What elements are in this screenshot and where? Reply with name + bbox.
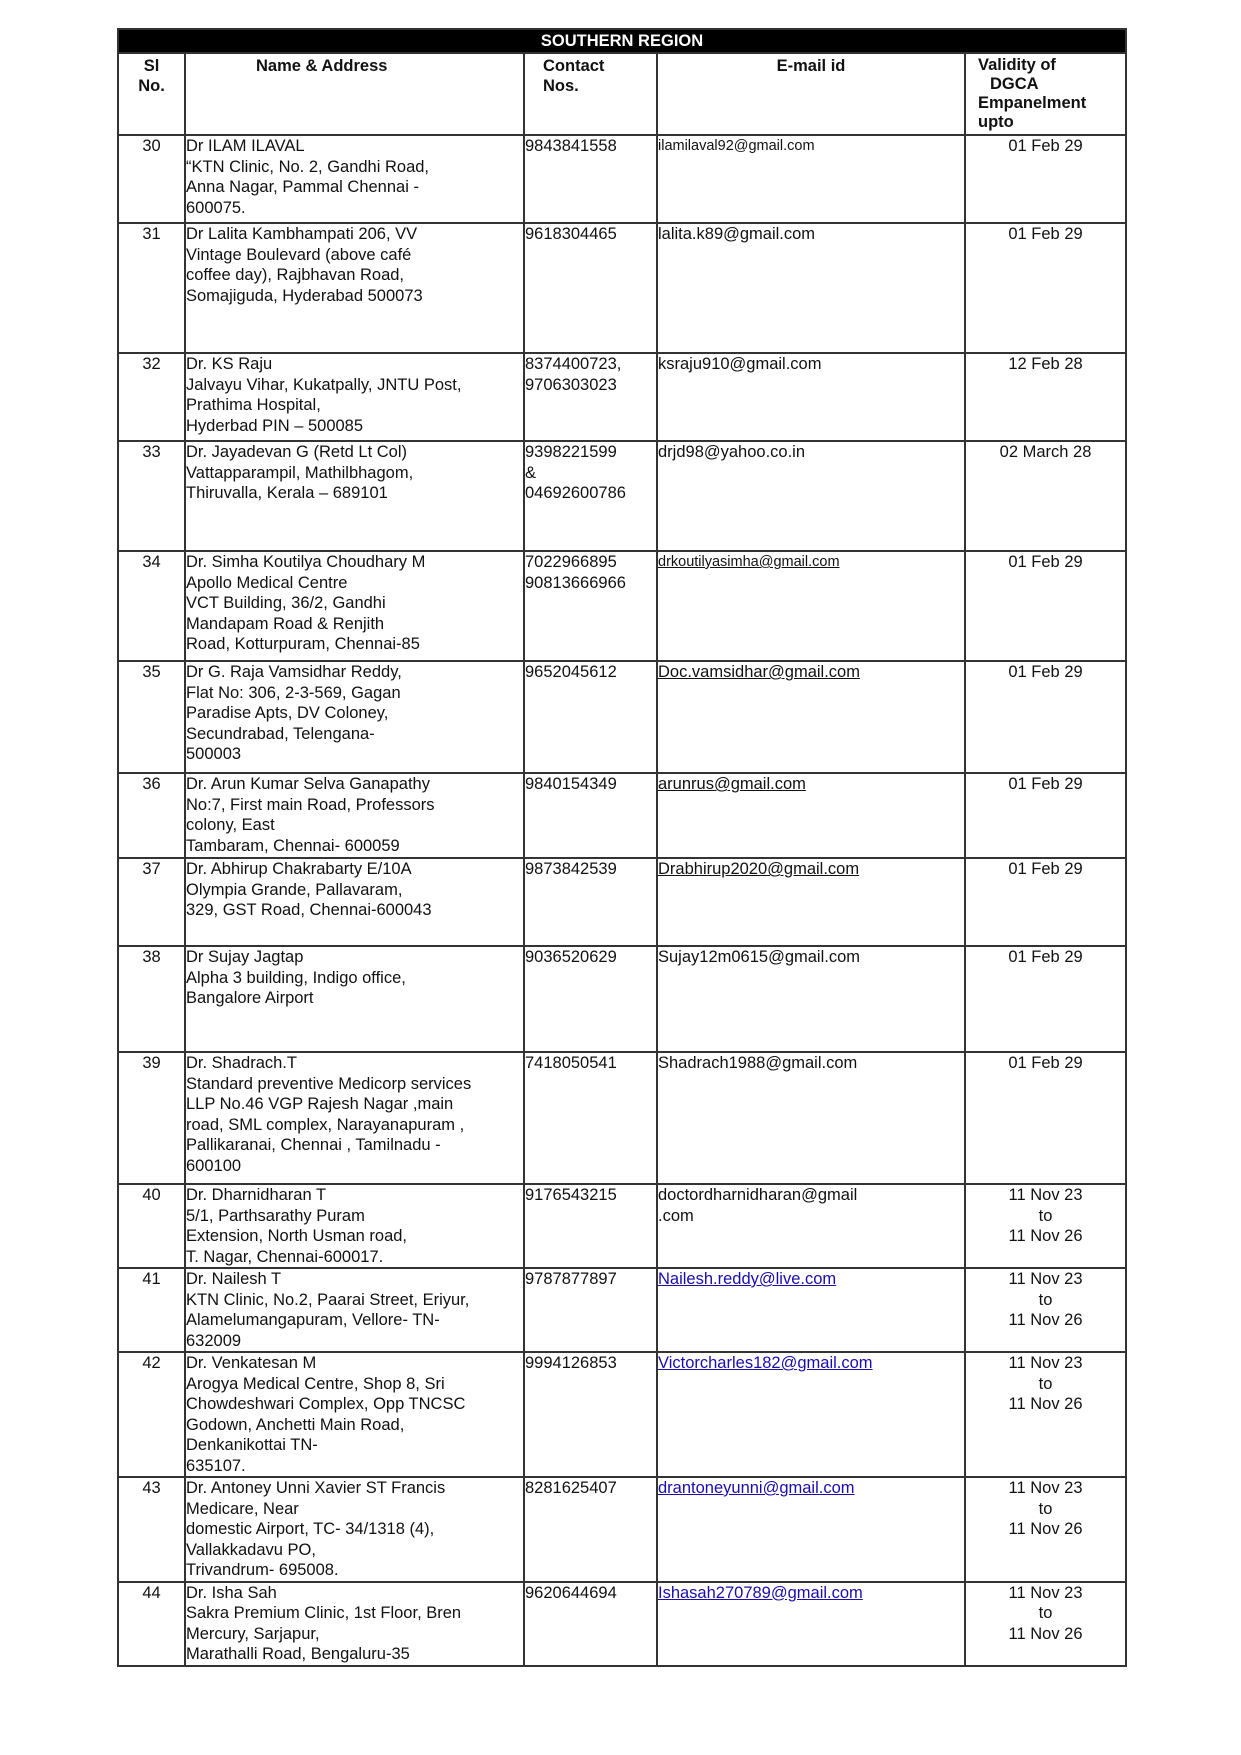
email-cell[interactable] [657, 1268, 965, 1352]
email-cell[interactable] [657, 661, 965, 773]
contact-cell [524, 661, 657, 773]
email-cell[interactable] [657, 773, 965, 858]
serial-number: 41 [118, 1268, 185, 1352]
name-address-line: domestic Airport, TC- 34/1318 (4), [186, 1520, 435, 1538]
validity-line: 02 March 28 [999, 443, 1092, 461]
email-cell [657, 353, 965, 441]
table-row [118, 135, 1126, 223]
name-address-line: Dr. Dharnidharan T [186, 1186, 327, 1204]
table-row [118, 441, 1126, 551]
serial-number: 33 [118, 441, 185, 551]
name-address-line: No:7, First main Road, Professors [186, 795, 435, 814]
name-address-line: Dr. Arun Kumar Selva Ganapathy [186, 775, 430, 793]
table-row [118, 858, 1126, 946]
email-link: lalita.k89@gmail.com [658, 225, 816, 243]
contact-number: 9652045612 [525, 663, 617, 681]
name-address-cell [185, 661, 524, 773]
validity-cell [965, 1268, 1126, 1352]
name-address-line: 635107. [186, 1456, 246, 1475]
validity-cell [965, 661, 1126, 773]
contact-number: 9994126853 [525, 1354, 617, 1372]
name-address-cell [185, 946, 524, 1052]
table-row [118, 1582, 1126, 1666]
email-line: .com [658, 1206, 694, 1225]
validity-line: 11 Nov 26 [1008, 1624, 1083, 1643]
table-row [118, 946, 1126, 1052]
table-row [118, 661, 1126, 773]
validity-line: 11 Nov 23 [1008, 1186, 1083, 1204]
email-link: ksraju910@gmail.com [658, 355, 822, 373]
name-address-line: Alpha 3 building, Indigo office, [186, 968, 406, 987]
name-address-cell [185, 441, 524, 551]
name-address-line: Prathima Hospital, [186, 396, 321, 414]
name-address-line: Pallikaranai, Chennai , Tamilnadu - [186, 1136, 441, 1154]
name-address-cell [185, 773, 524, 858]
table-row [118, 1268, 1126, 1352]
table-row [118, 773, 1126, 858]
contact-number: 04692600786 [525, 484, 626, 502]
validity-line: to [1038, 1499, 1053, 1518]
validity-line: 01 Feb 29 [1008, 553, 1083, 571]
name-address-line: Arogya Medical Centre, Shop 8, Sri [186, 1374, 445, 1393]
name-address-line: Vallakkadavu PO, [186, 1540, 316, 1559]
name-address-line: Godown, Anchetti Main Road, [186, 1415, 405, 1434]
email-link: Sujay12m0615@gmail.com [658, 948, 861, 966]
email-cell [657, 946, 965, 1052]
name-address-cell [185, 223, 524, 353]
contact-number: 9176543215 [525, 1186, 617, 1204]
name-address-line: Dr ILAM ILAVAL [186, 137, 305, 155]
name-address-line: Secundrabad, Telengana- [186, 724, 375, 743]
name-address-line: Dr. Antoney Unni Xavier ST Francis [186, 1479, 446, 1497]
serial-number: 37 [118, 858, 185, 946]
email-link[interactable]: arunrus@gmail.com [658, 775, 806, 793]
validity-cell [965, 1582, 1126, 1666]
validity-line: 01 Feb 29 [1008, 948, 1083, 966]
name-address-line: Dr. Isha Sah [186, 1583, 277, 1602]
name-address-line: Marathalli Road, Bengaluru-35 [186, 1645, 410, 1663]
serial-number: 31 [118, 223, 185, 353]
table-body [118, 135, 1126, 1666]
name-address-cell [185, 551, 524, 661]
contact-number: 9843841558 [525, 137, 617, 155]
contact-number: 9618304465 [525, 225, 617, 243]
contact-number: 8281625407 [525, 1479, 617, 1497]
table-row [118, 1352, 1126, 1477]
name-address-cell [185, 1184, 524, 1268]
name-address-line: Somajiguda, Hyderabad 500073 [186, 286, 423, 305]
validity-line: 11 Nov 26 [1008, 1227, 1083, 1245]
name-address-line: Hyderbad PIN – 500085 [186, 416, 364, 435]
validity-line: 01 Feb 29 [1008, 1054, 1083, 1072]
name-address-line: Olympia Grande, Pallavaram, [186, 880, 403, 899]
name-address-line: Sakra Premium Clinic, 1st Floor, Bren [186, 1604, 462, 1622]
name-address-line: 600075. [186, 198, 246, 217]
header-row [118, 53, 1126, 135]
validity-line: 01 Feb 29 [1008, 137, 1083, 155]
validity-line: 11 Nov 26 [1008, 1520, 1083, 1538]
empanelment-table [117, 28, 1127, 1667]
name-address-line: VCT Building, 36/2, Gandhi [186, 594, 386, 612]
contact-number: 9398221599 [525, 443, 617, 461]
validity-line: 01 Feb 29 [1008, 775, 1083, 793]
validity-line: 11 Nov 23 [1008, 1479, 1083, 1497]
serial-number: 32 [118, 353, 185, 441]
contact-number: 8374400723, [525, 355, 622, 373]
name-address-line: Denkanikottai TN- [186, 1436, 318, 1454]
contact-number: 9706303023 [525, 375, 617, 394]
name-address-line: Dr. Shadrach.T [186, 1054, 297, 1072]
name-address-line: LLP No.46 VGP Rajesh Nagar ,main [186, 1095, 454, 1113]
name-address-line: Alamelumangapuram, Vellore- TN- [186, 1311, 440, 1329]
email-link: ilamilaval92@gmail.com [658, 138, 815, 154]
name-address-line: 500003 [186, 745, 242, 763]
name-address-line: Dr Sujay Jagtap [186, 948, 304, 966]
name-address-line: Dr. Venkatesan M [186, 1354, 317, 1372]
name-address-line: Tambaram, Chennai- 600059 [186, 836, 400, 855]
validity-cell [965, 223, 1126, 353]
table-row [118, 223, 1126, 353]
name-address-line: Paradise Apts, DV Coloney, [186, 704, 389, 722]
name-address-line: KTN Clinic, No.2, Paarai Street, Eriyur, [186, 1290, 470, 1309]
email-link[interactable]: Doc.vamsidhar@gmail.com [658, 663, 860, 681]
contact-cell [524, 1352, 657, 1477]
name-address-line: Jalvayu Vihar, Kukatpally, JNTU Post, [186, 375, 462, 394]
name-address-cell [185, 1268, 524, 1352]
col-validity: Validity of DGCA Empanelment upto [965, 53, 1126, 135]
validity-line: 01 Feb 29 [1008, 663, 1083, 681]
name-address-line: Trivandrum- 695008. [186, 1561, 339, 1579]
validity-line: to [1038, 1604, 1053, 1622]
table-row [118, 1184, 1126, 1268]
table-row [118, 1477, 1126, 1582]
validity-line: to [1038, 1374, 1053, 1393]
contact-cell [524, 1268, 657, 1352]
col-email: E-mail id [657, 53, 965, 135]
name-address-cell [185, 1352, 524, 1477]
email-cell[interactable] [657, 1582, 965, 1666]
name-address-line: coffee day), Rajbhavan Road, [186, 266, 405, 284]
validity-cell [965, 135, 1126, 223]
name-address-line: Bangalore Airport [186, 989, 314, 1007]
contact-cell [524, 223, 657, 353]
email-cell[interactable] [657, 551, 965, 661]
name-address-cell [185, 1582, 524, 1666]
email-cell [657, 441, 965, 551]
email-link[interactable]: Victorcharles182@gmail.com [658, 1354, 873, 1372]
validity-cell [965, 773, 1126, 858]
validity-line: 11 Nov 23 [1008, 1270, 1083, 1288]
serial-number: 40 [118, 1184, 185, 1268]
validity-line: to [1038, 1290, 1053, 1309]
name-address-line: Chowdeshwari Complex, Opp TNCSC [186, 1395, 466, 1413]
name-address-cell [185, 1477, 524, 1582]
contact-number: 9036520629 [525, 948, 617, 966]
email-link: Shadrach1988@gmail.com [658, 1054, 858, 1072]
validity-line: 01 Feb 29 [1008, 860, 1083, 878]
name-address-line: Dr. Abhirup Chakrabarty E/10A [186, 860, 412, 878]
name-address-line: Road, Kotturpuram, Chennai-85 [186, 635, 420, 653]
name-address-line: 5/1, Parthsarathy Puram [186, 1206, 365, 1225]
name-address-line: Flat No: 306, 2-3-569, Gagan [186, 683, 401, 702]
table-row [118, 353, 1126, 441]
validity-cell [965, 353, 1126, 441]
contact-cell [524, 858, 657, 946]
validity-cell [965, 441, 1126, 551]
contact-number: 9840154349 [525, 775, 617, 793]
validity-line: 11 Nov 23 [1008, 1583, 1083, 1602]
serial-number: 39 [118, 1052, 185, 1184]
name-address-line: Dr. Nailesh T [186, 1270, 282, 1288]
email-link: drjd98@yahoo.co.in [658, 443, 806, 461]
email-link[interactable]: drkoutilyasimha@gmail.com [658, 554, 840, 570]
contact-cell [524, 135, 657, 223]
email-link[interactable]: Nailesh.reddy@live.com [658, 1270, 837, 1288]
name-address-cell [185, 135, 524, 223]
contact-cell [524, 773, 657, 858]
name-address-cell [185, 1052, 524, 1184]
validity-cell [965, 1477, 1126, 1582]
name-address-line: colony, East [186, 816, 275, 834]
name-address-line: 329, GST Road, Chennai-600043 [186, 901, 432, 919]
email-cell[interactable] [657, 858, 965, 946]
name-address-line: 632009 [186, 1331, 242, 1350]
validity-line: 12 Feb 28 [1008, 355, 1083, 373]
contact-cell [524, 1052, 657, 1184]
validity-cell [965, 551, 1126, 661]
contact-number: 90813666966 [525, 573, 626, 592]
contact-number: & [525, 463, 537, 482]
contact-cell [524, 1184, 657, 1268]
serial-number: 34 [118, 551, 185, 661]
table-row [118, 551, 1126, 661]
email-cell[interactable] [657, 1352, 965, 1477]
email-line: doctordharnidharan@gmail [658, 1186, 858, 1204]
serial-number: 36 [118, 773, 185, 858]
name-address-line: Thiruvalla, Kerala – 689101 [186, 484, 388, 502]
validity-line: 11 Nov 26 [1008, 1395, 1083, 1413]
name-address-line: Standard preventive Medicorp services [186, 1074, 472, 1093]
contact-number: 7418050541 [525, 1054, 617, 1072]
contact-number: 9620644694 [525, 1583, 617, 1602]
validity-line: 11 Nov 23 [1008, 1354, 1083, 1372]
name-address-line: Vintage Boulevard (above café [186, 245, 412, 264]
email-link[interactable]: Drabhirup2020@gmail.com [658, 860, 860, 878]
validity-line: to [1038, 1206, 1053, 1225]
contact-cell [524, 1477, 657, 1582]
name-address-line: Dr G. Raja Vamsidhar Reddy, [186, 663, 402, 681]
name-address-line: Mercury, Sarjapur, [186, 1624, 320, 1643]
validity-line: 01 Feb 29 [1008, 225, 1083, 243]
validity-cell [965, 858, 1126, 946]
contact-cell [524, 1582, 657, 1666]
serial-number: 35 [118, 661, 185, 773]
name-address-line: Extension, North Usman road, [186, 1227, 408, 1245]
serial-number: 30 [118, 135, 185, 223]
col-sl-no: Sl No. [118, 53, 185, 135]
contact-cell [524, 946, 657, 1052]
validity-cell [965, 1352, 1126, 1477]
contact-cell [524, 353, 657, 441]
email-link[interactable]: Ishasah270789@gmail.com [658, 1583, 863, 1602]
serial-number: 42 [118, 1352, 185, 1477]
serial-number: 44 [118, 1582, 185, 1666]
name-address-cell [185, 353, 524, 441]
name-address-line: 600100 [186, 1156, 242, 1175]
email-cell [657, 1052, 965, 1184]
contact-cell [524, 551, 657, 661]
email-cell [657, 223, 965, 353]
name-address-line: “KTN Clinic, No. 2, Gandhi Road, [186, 157, 430, 176]
name-address-line: road, SML complex, Narayanapuram , [186, 1115, 465, 1134]
name-address-line: Mandapam Road & Renjith [186, 614, 385, 633]
contact-cell [524, 441, 657, 551]
email-cell [657, 1184, 965, 1268]
col-contact: Contact Nos. [524, 53, 657, 135]
contact-number: 9873842539 [525, 860, 617, 878]
name-address-line: Dr. KS Raju [186, 355, 273, 373]
name-address-line: T. Nagar, Chennai-600017. [186, 1247, 384, 1266]
name-address-line: Dr Lalita Kambhampati 206, VV [186, 225, 418, 243]
name-address-cell [185, 858, 524, 946]
validity-cell [965, 1052, 1126, 1184]
name-address-line: Dr. Simha Koutilya Choudhary M [186, 553, 426, 571]
table-row [118, 1052, 1126, 1184]
name-address-line: Medicare, Near [186, 1499, 299, 1518]
region-title: SOUTHERN REGION [118, 29, 1126, 53]
email-link[interactable]: drantoneyunni@gmail.com [658, 1479, 855, 1497]
validity-cell [965, 946, 1126, 1052]
name-address-line: Vattapparampil, Mathilbhagom, [186, 463, 414, 482]
email-cell[interactable] [657, 1477, 965, 1582]
contact-number: 7022966895 [525, 553, 617, 571]
contact-number: 9787877897 [525, 1270, 617, 1288]
email-cell [657, 135, 965, 223]
name-address-line: Anna Nagar, Pammal Chennai - [186, 178, 419, 196]
name-address-line: Dr. Jayadevan G (Retd Lt Col) [186, 443, 408, 461]
validity-line: 11 Nov 26 [1008, 1311, 1083, 1329]
serial-number: 43 [118, 1477, 185, 1582]
validity-cell [965, 1184, 1126, 1268]
serial-number: 38 [118, 946, 185, 1052]
col-name-address: Name & Address [185, 53, 524, 135]
name-address-line: Apollo Medical Centre [186, 573, 348, 592]
